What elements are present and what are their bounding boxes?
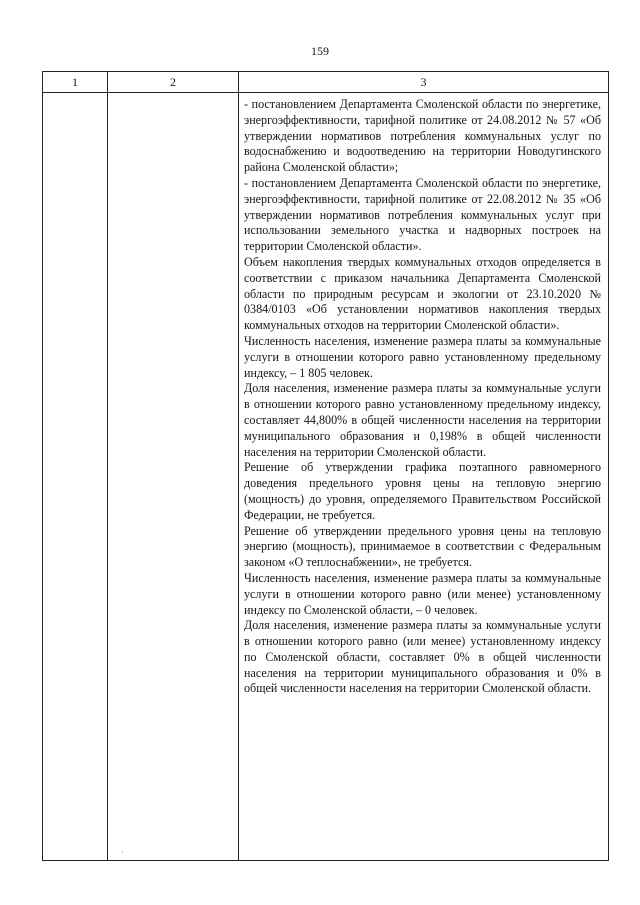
page-number: 159 <box>311 44 329 58</box>
document-table <box>42 71 609 861</box>
column-header-1: 1 <box>43 72 108 93</box>
cell-column-2 <box>108 93 239 861</box>
table-header-row <box>43 72 609 93</box>
paragraph-resolution-57: - постановлением Департамента Смоленской области по энергетике, энергоэффективности, тарифной политике от 24.08.2012 № 57 «Об утверждении нормативов потребления коммунальных услуг по водоснабжению и водоотведению на территории Новодугинского района Смоленской области»; <box>244 97 601 175</box>
paragraph-population-equal-index: Численность населения, изменение размера платы за коммунальные услуги в отношении которого равно установленному предельному индексу, – 1 805 человек. <box>244 333 601 380</box>
paragraph-population-share-le-regional-index: Доля населения, изменение размера платы за коммунальные услуги в отношении которого равно (или менее) установленному индексу по Смоленской области, составляет 0% в общей численности населения на территории муниципального образования и 0% в общей численности населения на территории Смоленской области. <box>244 618 601 696</box>
cell-column-1 <box>43 93 108 861</box>
paragraph-population-share-equal-index: Доля населения, изменение размера платы за коммунальные услуги в отношении которого равно установленному предельному индексу, составляет 44,800% в общей численности населения на территории муниципального образования и 0,198% в общей численности населения на территории Смоленской области. <box>244 381 601 459</box>
paragraph-waste-volume: Объем накопления твердых коммунальных отходов определяется в соответствии с приказом начальника Департамента Смоленской области по природным ресурсам и экологии от 23.10.2020 № 0384/0103 «Об установлении нормативов накопления твердых коммунальных отходов на территории Смоленской области». <box>244 254 601 333</box>
paragraph-resolution-35: - постановлением Департамента Смоленской области по энергетике, энергоэффективности, тарифной политике от 22.08.2012 № 35 «Об утверждении нормативов потребления коммунальных услуг при использовании земельного участка и надворных построек на территории Смоленской области». <box>244 175 601 254</box>
cell-column-3 <box>239 93 609 861</box>
table-row <box>43 93 609 861</box>
column-header-2: 2 <box>108 72 239 93</box>
column-header-3: 3 <box>239 72 609 93</box>
stray-mark: · <box>121 848 124 857</box>
paragraph-schedule-decision: Решение об утверждении графика поэтапного равномерного доведения предельного уровня цены на тепловую энергию (мощность) до уровня, определяемого Правительством Российской Федерации, не требуется. <box>244 460 601 522</box>
paragraph-population-le-regional-index: Численность населения, изменение размера платы за коммунальные услуги в отношении которого равно (или менее) установленному индексу по Смоленской области, – 0 человек. <box>244 570 601 617</box>
paragraph-price-limit-decision: Решение об утверждении предельного уровня цены на тепловую энергию (мощность), принимаемое в соответствии с Федеральным законом «О теплоснабжении», не требуется. <box>244 523 601 570</box>
